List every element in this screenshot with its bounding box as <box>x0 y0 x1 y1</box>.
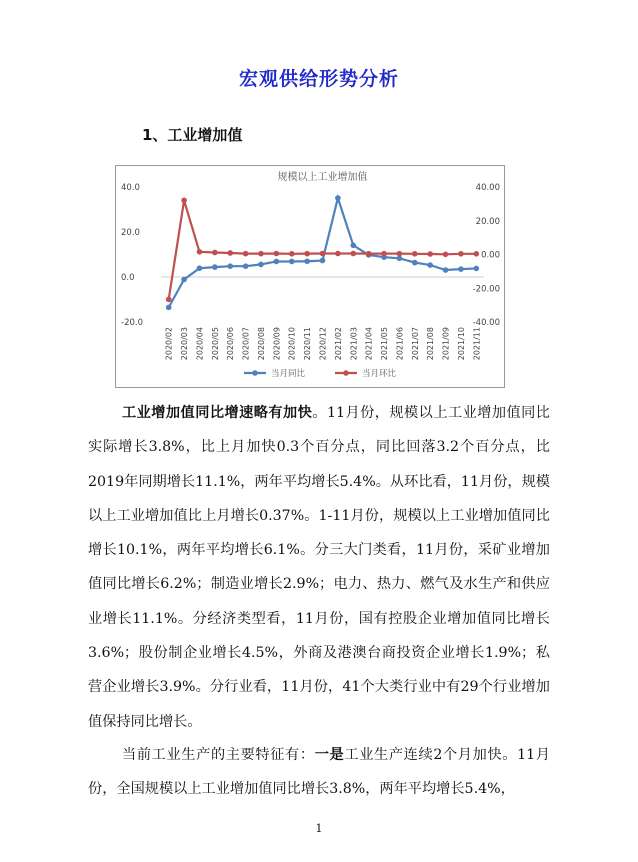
series-1-point <box>212 264 218 270</box>
x-tick-label: 2020/04 <box>195 327 205 361</box>
series-1-point <box>458 266 464 272</box>
series-2-point <box>212 250 218 256</box>
x-tick-label: 2021/07 <box>410 327 420 361</box>
series-2-point <box>443 252 449 258</box>
x-tick-label: 2021/04 <box>364 327 374 361</box>
series-2-point <box>366 251 372 257</box>
series-2-point <box>274 251 280 257</box>
series-1-point <box>243 263 249 269</box>
y-right-tick-label: 20.00 <box>475 216 500 227</box>
series-1-point <box>197 265 203 271</box>
series-2-point <box>181 198 187 204</box>
y-left-tick-label: 0.0 <box>121 273 135 283</box>
legend-marker-2 <box>343 370 349 376</box>
series-1-point <box>304 258 310 264</box>
series-2-point <box>397 251 403 257</box>
y-right-tick-label: -20.00 <box>472 284 500 295</box>
x-tick-label: 2020/11 <box>303 327 313 361</box>
x-tick-label: 2021/10 <box>456 327 466 361</box>
paragraph-2 <box>88 738 550 807</box>
x-tick-label: 2020/03 <box>180 327 190 361</box>
series-2-point <box>381 251 387 257</box>
y-right-tick-label: 40.00 <box>475 183 500 193</box>
series-1-point <box>427 262 433 268</box>
series-2-point <box>335 251 341 257</box>
series-2-point <box>350 251 356 257</box>
series-1-point <box>335 195 341 201</box>
x-tick-label: 2020/09 <box>272 327 282 361</box>
x-tick-label: 2021/05 <box>380 327 390 361</box>
series-1-point <box>320 258 326 264</box>
series-2-point <box>320 251 326 257</box>
x-tick-label: 2020/02 <box>164 327 174 361</box>
series-2-point <box>427 251 433 257</box>
x-tick-label: 2021/06 <box>395 327 405 361</box>
series-1-point <box>227 263 233 269</box>
series-2-point <box>412 251 418 257</box>
paragraph-2-text: 工业生产连续2个月加快。11月份，全国规模以上工业增加值同比增长3.8%，两年平均增长5.4%， <box>88 747 550 798</box>
x-tick-label: 2020/08 <box>256 327 266 361</box>
series-1-point <box>474 266 480 272</box>
series-2-point <box>474 251 480 257</box>
chart-container <box>115 165 505 388</box>
chart-title: 规模以上工业增加值 <box>277 172 368 183</box>
y-left-tick-label: 40.0 <box>121 183 140 193</box>
series-1-point <box>350 242 356 248</box>
series-1-point <box>258 262 264 268</box>
x-tick-label: 2020/07 <box>241 327 251 361</box>
page-number: 1 <box>315 822 323 835</box>
legend-label: 当月环比 <box>362 369 397 379</box>
series-1-point <box>181 277 187 283</box>
paragraph-1 <box>88 396 550 739</box>
series-2-point <box>258 251 264 257</box>
y-right-tick-label: -40.00 <box>472 318 500 328</box>
series-2-point <box>289 251 295 257</box>
series-2-point <box>197 249 203 255</box>
x-tick-label: 2021/03 <box>349 327 359 361</box>
legend-label: 当月同比 <box>271 369 306 379</box>
x-tick-label: 2020/12 <box>318 327 328 361</box>
series-1-point <box>289 259 295 265</box>
paragraph-1-lead: 工业增加值同比增速略有加快 <box>122 405 313 421</box>
line-chart <box>116 166 504 387</box>
paragraph-2-lead: 一是 <box>314 747 345 763</box>
x-tick-label: 2021/11 <box>472 327 482 361</box>
legend-marker-1 <box>252 370 258 376</box>
x-tick-label: 2021/08 <box>426 327 436 361</box>
page-title: 宏观供给形势分析 <box>238 68 399 90</box>
series-2-point <box>458 251 464 257</box>
series-2-point <box>243 251 249 257</box>
x-tick-label: 2020/05 <box>210 327 220 361</box>
series-1-point <box>274 259 280 265</box>
series-2-point <box>304 251 310 257</box>
series-1-point <box>443 267 449 273</box>
series-2-point <box>166 297 172 303</box>
series-1-point <box>412 260 418 266</box>
y-left-tick-label: -20.0 <box>121 318 143 328</box>
paragraph-1-text: 。11月份，规模以上工业增加值同比实际增长3.8%，比上月加快0.3个百分点，同比回落3.2个百分点，比2019年同期增长11.1%，两年平均增长5.4%。从环比看，11月份，规模以上工业增加值比上月增长0.37%。1-11月份，规模以上工业增加值同比增长10.1%，两年平均增长6.1%。分三大门类看，11月份，采矿业增加值同比增长6.2%；制造业增长2.9%；电力、热力、燃气及水生产和供应业增长11.1%。分经济类型看，11月份，国有控股企业增加值同比增长3.6%；股份制企业增长4.5%，外商及港澳台商投资企业增长1.9%；私营企业增长3.9%。分行业看，11月份，41个大类行业中有29个行业增加值保持同比增长。 <box>88 405 550 730</box>
y-right-tick-label: 0.00 <box>481 250 500 261</box>
x-tick-label: 2020/10 <box>287 327 297 361</box>
series-1-point <box>166 305 172 311</box>
x-tick-label: 2021/02 <box>333 327 343 361</box>
section-heading: 1、工业增加值 <box>142 126 243 144</box>
paragraph-2-intro: 当前工业生产的主要特征有： <box>122 747 315 763</box>
y-left-tick-label: 20.0 <box>121 228 140 238</box>
series-2-point <box>227 250 233 256</box>
x-tick-label: 2021/09 <box>441 327 451 361</box>
x-tick-label: 2020/06 <box>226 327 236 361</box>
